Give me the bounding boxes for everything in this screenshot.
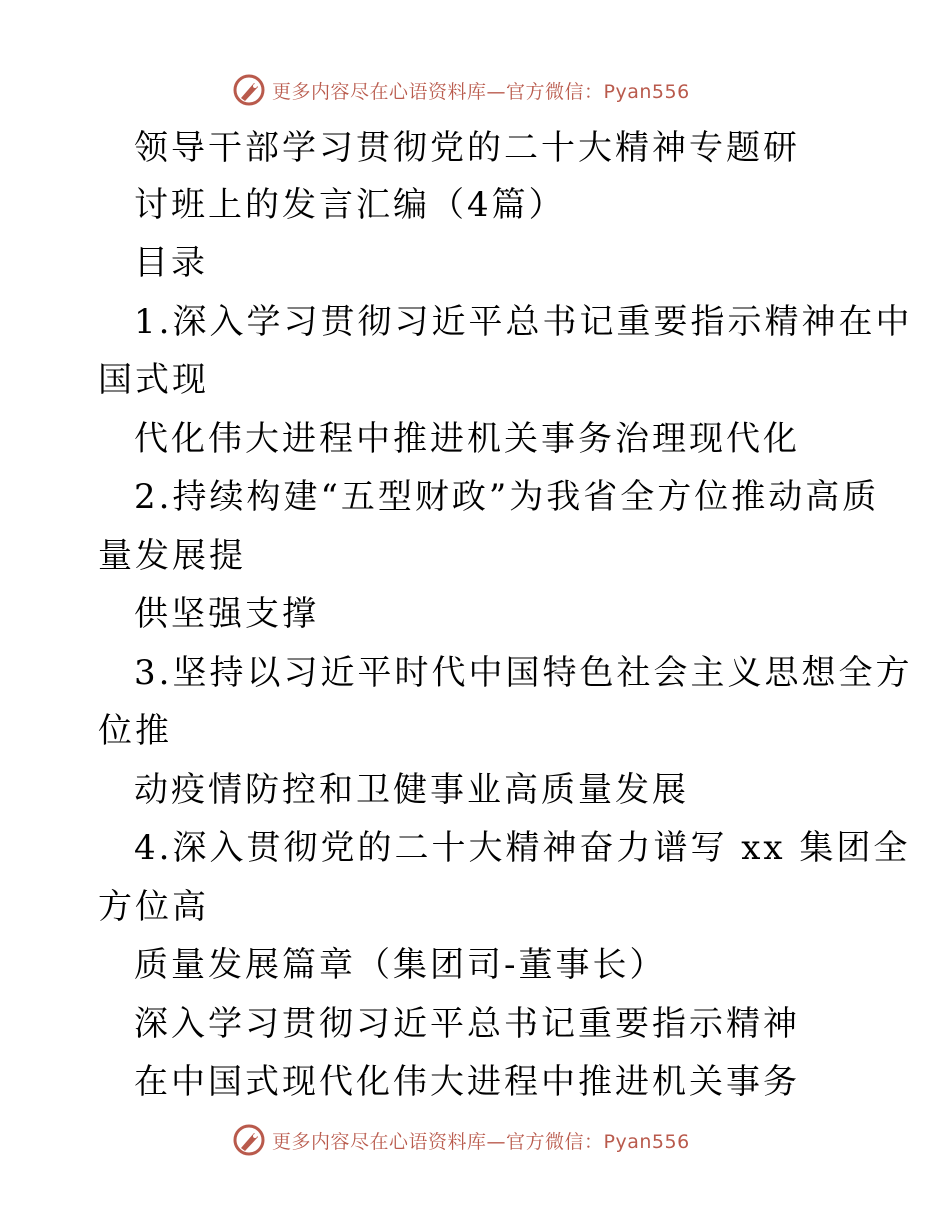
section-title-line-1: 深入学习贯彻习近平总书记重要指示精神 [134,1004,800,1044]
toc-item-2-line-2: 量发展提 [98,536,246,576]
toc-item-3-line-1: 3.坚持以习近平时代中国特色社会主义思想全方 [134,653,913,693]
toc-item-2-line-3: 供坚强支撑 [134,594,319,634]
toc-item-1-line-1: 1.深入学习贯彻习近平总书记重要指示精神在中 [134,302,913,342]
toc-item-4-line-1: 4.深入贯彻党的二十大精神奋力谱写 xx 集团全 [134,828,911,868]
toc-item-1-line-2: 国式现 [98,360,209,400]
toc-item-4-line-2: 方位高 [98,887,209,927]
header-watermark [232,72,690,108]
footer-watermark [232,1122,690,1158]
toc-heading: 目录 [134,243,208,283]
watermark-text: 更多内容尽在心语资料库—官方微信：Pyan556 [272,80,690,103]
section-title-line-2: 在中国式现代化伟大进程中推进机关事务 [134,1062,800,1102]
pen-nib-logo-icon [232,73,266,107]
toc-item-3-line-2: 位推 [98,711,172,751]
toc-item-3-line-3: 动疫情防控和卫健事业高质量发展 [134,770,689,810]
document-title-line-1: 领导干部学习贯彻党的二十大精神专题研 [134,128,800,168]
document-title-line-2: 讨班上的发言汇编（4篇） [134,185,566,225]
watermark-text: 更多内容尽在心语资料库—官方微信：Pyan556 [272,1130,690,1153]
toc-item-1-line-3: 代化伟大进程中推进机关事务治理现代化 [134,419,800,459]
toc-item-4-line-3: 质量发展篇章（集团司-董事长） [134,945,667,985]
toc-item-2-line-1: 2.持续构建“五型财政”为我省全方位推动高质 [134,477,880,517]
pen-nib-logo-icon [232,1123,266,1157]
